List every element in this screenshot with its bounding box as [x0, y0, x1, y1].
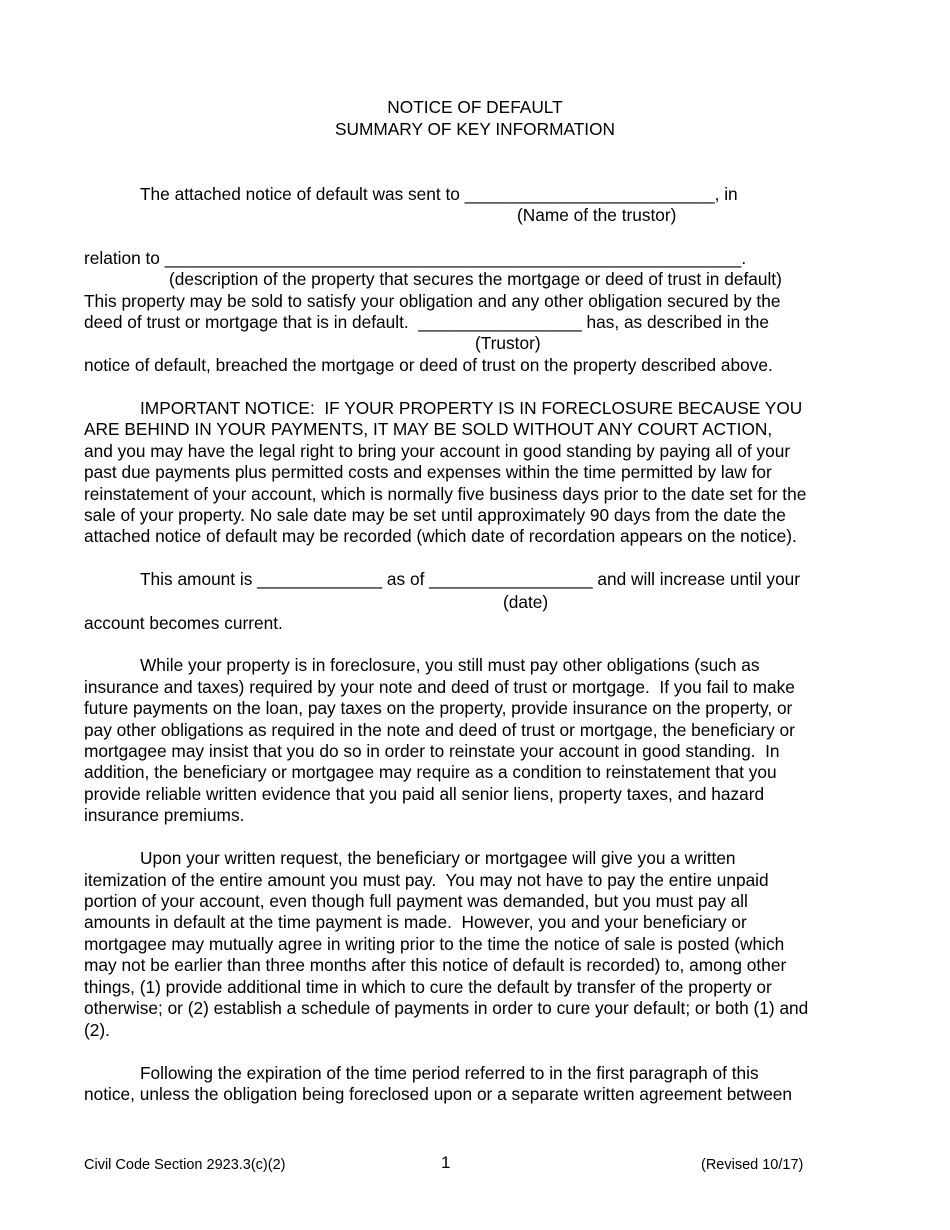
paragraph-line: mortgagee may insist that you do so in order to reinstate your account in good standing. In: [84, 741, 780, 761]
paragraph-line: sale of your property. No sale date may be set until approximately 90 days from the date the: [84, 505, 786, 525]
sent-to-line: The attached notice of default was sent to __________________________, in: [140, 184, 738, 204]
paragraph-line: things, (1) provide additional time in which to cure the default by transfer of the property or: [84, 977, 772, 997]
paragraph-line: portion of your account, even though full payment was demanded, but you must pay all: [84, 891, 748, 911]
relation-to-line: relation to ____________________________________________________________.: [84, 248, 747, 268]
paragraph-line: amounts in default at the time payment is made. However, you and your beneficiary or: [84, 912, 747, 932]
paragraph-line: addition, the beneficiary or mortgagee may require as a condition to reinstatement that you: [84, 762, 777, 782]
paragraph-line: (2).: [84, 1020, 110, 1040]
paragraph-line: past due payments plus permitted costs and expenses within the time permitted by law for: [84, 462, 772, 482]
paragraph-line: provide reliable written evidence that you paid all senior liens, property taxes, and hazard: [84, 784, 765, 804]
date-caption: (date): [503, 592, 549, 612]
paragraph-line: insurance and taxes) required by your note and deed of trust or mortgage. If you fail to make: [84, 677, 795, 697]
trustor-caption: (Trustor): [475, 333, 541, 353]
paragraph-line: ARE BEHIND IN YOUR PAYMENTS, IT MAY BE SOLD WITHOUT ANY COURT ACTION,: [84, 419, 773, 439]
amount-line: This amount is _____________ as of _________________ and will increase until your: [140, 569, 801, 589]
paragraph-line: Following the expiration of the time period referred to in the first paragraph of this: [140, 1063, 759, 1083]
paragraph-line: future payments on the loan, pay taxes on the property, provide insurance on the property, or: [84, 698, 793, 718]
paragraph-line: While your property is in foreclosure, you still must pay other obligations (such as: [140, 655, 760, 675]
property-sold-line: This property may be sold to satisfy your obligation and any other obligation secured by the: [84, 291, 781, 311]
paragraph-line: reinstatement of your account, which is normally five business days prior to the date set for the: [84, 484, 807, 504]
paragraph-line: pay other obligations as required in the note and deed of trust or mortgage, the beneficiary or: [84, 720, 795, 740]
paragraph-line: attached notice of default may be recorded (which date of recordation appears on the notice).: [84, 526, 797, 546]
paragraph-line: notice, unless the obligation being foreclosed upon or a separate written agreement between: [84, 1084, 793, 1104]
paragraph-line: and you may have the legal right to bring your account in good standing by paying all of your: [84, 441, 791, 461]
paragraph-line: IMPORTANT NOTICE: IF YOUR PROPERTY IS IN FORECLOSURE BECAUSE YOU: [140, 398, 803, 418]
paragraph-line: mortgagee may mutually agree in writing prior to the time the notice of sale is posted (which: [84, 934, 785, 954]
paragraph-line: Upon your written request, the beneficiary or mortgagee will give you a written: [140, 848, 736, 868]
title-line-2: SUMMARY OF KEY INFORMATION: [334, 119, 616, 139]
breached-line: notice of default, breached the mortgage or deed of trust on the property described above.: [84, 355, 773, 375]
title-line-1: NOTICE OF DEFAULT: [387, 97, 563, 117]
account-current-line: account becomes current.: [84, 613, 283, 633]
paragraph-line: itemization of the entire amount you must pay. You may not have to pay the entire unpaid: [84, 870, 769, 890]
paragraph-line: otherwise; or (2) establish a schedule of payments in order to cure your default; or both (1) and: [84, 998, 809, 1018]
paragraph-line: may not be earlier than three months after this notice of default is recorded) to, among other: [84, 955, 787, 975]
trustor-name-caption: (Name of the trustor): [517, 205, 677, 225]
property-description-caption: (description of the property that secures the mortgage or deed of trust in default): [169, 269, 782, 289]
page-number: 1: [441, 1153, 451, 1172]
footer-code-section: Civil Code Section 2923.3(c)(2): [84, 1157, 286, 1173]
paragraph-line: insurance premiums.: [84, 805, 245, 825]
deed-of-trust-line: deed of trust or mortgage that is in default. _________________ has, as described in the: [84, 312, 770, 332]
footer-revised: (Revised 10/17): [701, 1157, 804, 1173]
